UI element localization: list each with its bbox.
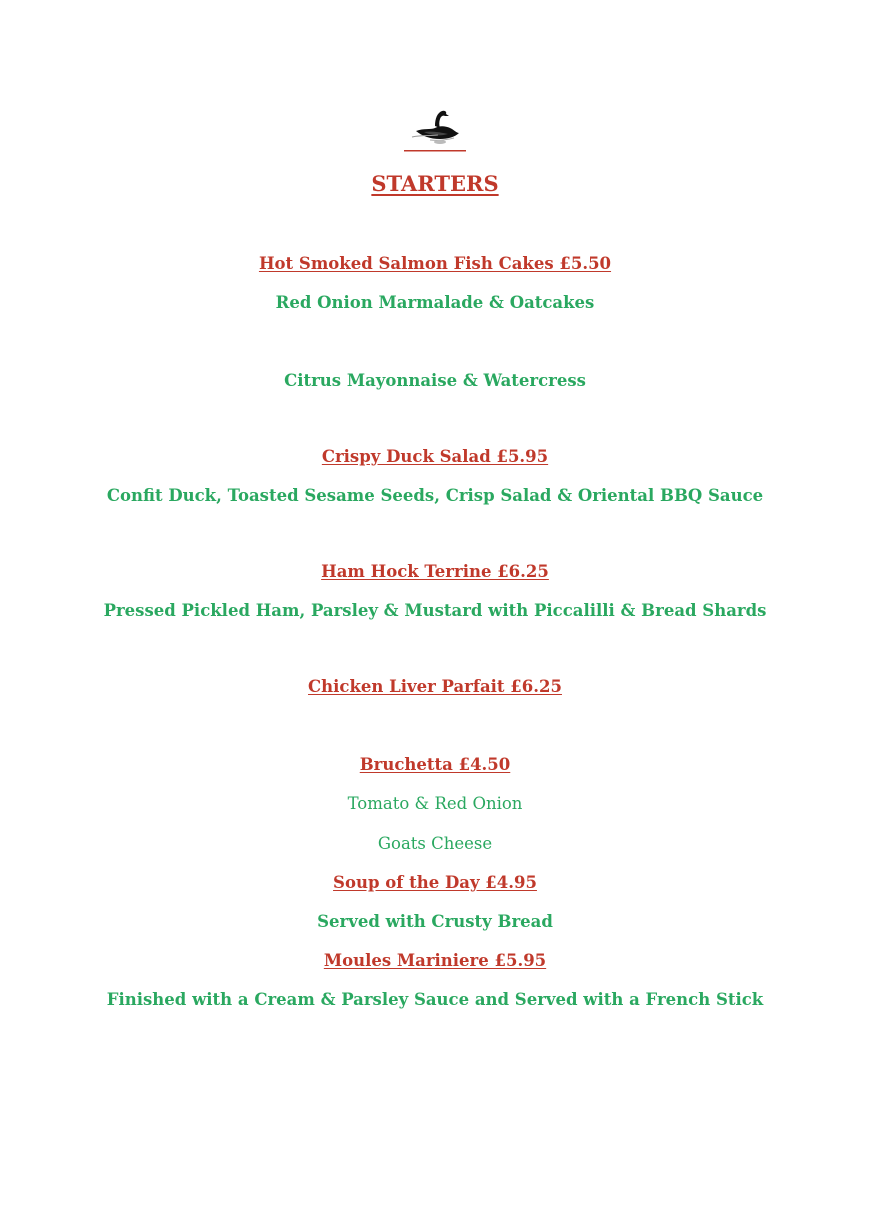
dish-soup-of-the-day: Soup of the Day £4.95 [333,873,537,892]
page-title: STARTERS [371,171,499,196]
dish-ham-hock-terrine: Ham Hock Terrine £6.25 [321,562,549,581]
swan-icon [404,104,466,152]
dish-crispy-duck-salad: Crispy Duck Salad £5.95 [321,447,549,466]
dish-description: Goats Cheese [377,834,493,853]
dish-description: Citrus Mayonnaise & Watercress [284,371,586,390]
dish-description: Red Onion Marmalade & Oatcakes [275,293,595,312]
dish-description: Confit Duck, Toasted Sesame Seeds, Crisp Salad & Oriental BBQ Sauce [106,486,764,505]
dish-moules-mariniere: Moules Mariniere £5.95 [323,951,547,970]
dish-description: Finished with a Cream & Parsley Sauce and Served with a French Stick [106,990,764,1009]
dish-bruchetta: Bruchetta £4.50 [359,755,511,774]
dish-description: Served with Crusty Bread [317,912,553,931]
dish-description: Pressed Pickled Ham, Parsley & Mustard with Piccalilli & Bread Shards [103,601,767,620]
dish-salmon-fish-cakes: Hot Smoked Salmon Fish Cakes £5.50 [258,254,612,273]
dish-chicken-liver-parfait: Chicken Liver Parfait £6.25 [308,677,562,696]
dish-description: Tomato & Red Onion [347,794,523,813]
